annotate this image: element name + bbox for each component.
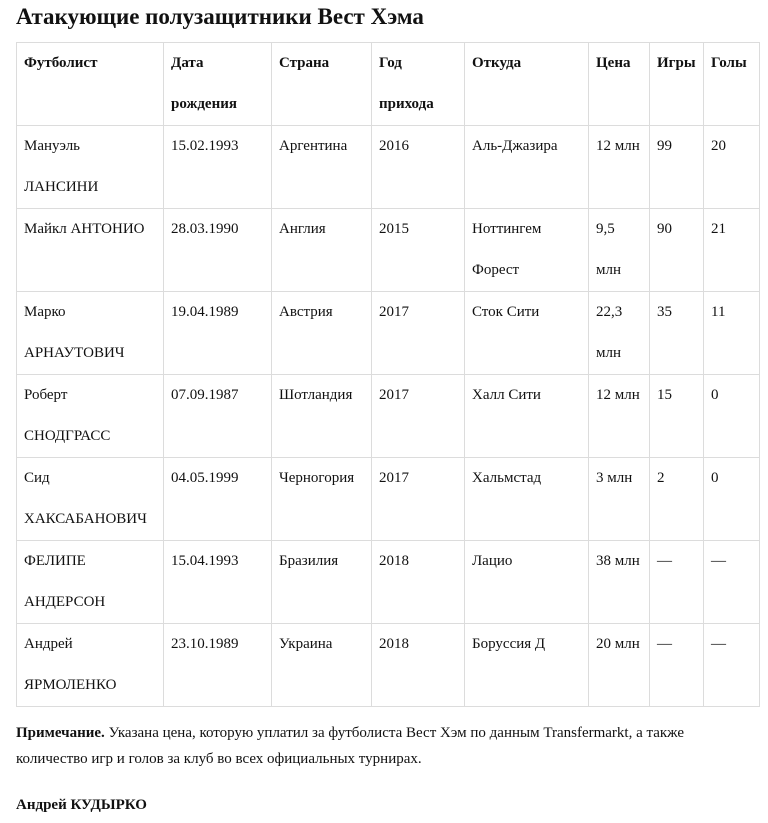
cell-games: 99: [650, 126, 704, 209]
cell-birth-date: 19.04.1989: [164, 292, 272, 375]
note-label: Примечание.: [16, 725, 105, 741]
cell-year-joined: 2018: [372, 541, 465, 624]
header-country: Страна: [272, 43, 372, 126]
author-name: Андрей КУДЫРКО: [16, 797, 147, 813]
header-player: Футболист: [17, 43, 164, 126]
cell-player: Мануэль ЛАНСИНИ: [17, 126, 164, 209]
cell-player: Марко АРНАУТОВИЧ: [17, 292, 164, 375]
cell-country: Черногория: [272, 458, 372, 541]
cell-player: ФЕЛИПЕ АНДЕРСОН: [17, 541, 164, 624]
cell-country: Австрия: [272, 292, 372, 375]
cell-player: Роберт СНОДГРАСС: [17, 375, 164, 458]
table-row: [17, 624, 760, 707]
table-row: [17, 126, 760, 209]
cell-goals: 11: [704, 292, 760, 375]
cell-price: 9,5 млн: [589, 209, 650, 292]
cell-games: —: [650, 624, 704, 707]
cell-year-joined: 2015: [372, 209, 465, 292]
cell-year-joined: 2018: [372, 624, 465, 707]
cell-year-joined: 2017: [372, 458, 465, 541]
page-title: Атакующие полузащитники Вест Хэма: [16, 4, 424, 29]
cell-country: Англия: [272, 209, 372, 292]
cell-year-joined: 2017: [372, 292, 465, 375]
note-text: Указана цена, которую уплатил за футболиста Вест Хэм по данным Transfermarkt, а также количество игр и голов за клуб во всех официальных турнирах.: [16, 725, 684, 767]
cell-games: 15: [650, 375, 704, 458]
cell-price: 22,3 млн: [589, 292, 650, 375]
cell-from-club: Халл Сити: [465, 375, 589, 458]
cell-games: 90: [650, 209, 704, 292]
cell-birth-date: 15.04.1993: [164, 541, 272, 624]
cell-country: Бразилия: [272, 541, 372, 624]
cell-goals: 21: [704, 209, 760, 292]
table-header-row: [17, 43, 760, 126]
header-birth-date: Дата рождения: [164, 43, 272, 126]
header-price: Цена: [589, 43, 650, 126]
players-table: [16, 42, 760, 707]
note-paragraph: [16, 720, 736, 772]
cell-from-club: Лацио: [465, 541, 589, 624]
cell-goals: 20: [704, 126, 760, 209]
cell-goals: 0: [704, 375, 760, 458]
table-row: [17, 375, 760, 458]
cell-from-club: Хальмстад: [465, 458, 589, 541]
header-from-club: Откуда: [465, 43, 589, 126]
header-goals: Голы: [704, 43, 760, 126]
cell-from-club: Ноттингем Форест: [465, 209, 589, 292]
header-year-joined: Год прихода: [372, 43, 465, 126]
cell-goals: —: [704, 624, 760, 707]
cell-country: Украина: [272, 624, 372, 707]
cell-price: 20 млн: [589, 624, 650, 707]
cell-from-club: Боруссия Д: [465, 624, 589, 707]
cell-player: Майкл АНТОНИО: [17, 209, 164, 292]
cell-birth-date: 07.09.1987: [164, 375, 272, 458]
cell-goals: 0: [704, 458, 760, 541]
table-row: [17, 458, 760, 541]
cell-price: 12 млн: [589, 126, 650, 209]
cell-birth-date: 23.10.1989: [164, 624, 272, 707]
cell-goals: —: [704, 541, 760, 624]
cell-country: Аргентина: [272, 126, 372, 209]
cell-from-club: Сток Сити: [465, 292, 589, 375]
cell-games: —: [650, 541, 704, 624]
cell-year-joined: 2016: [372, 126, 465, 209]
cell-player: Сид ХАКСАБАНОВИЧ: [17, 458, 164, 541]
cell-price: 38 млн: [589, 541, 650, 624]
table-row: [17, 292, 760, 375]
cell-from-club: Аль-Джазира: [465, 126, 589, 209]
cell-birth-date: 04.05.1999: [164, 458, 272, 541]
cell-games: 35: [650, 292, 704, 375]
cell-country: Шотландия: [272, 375, 372, 458]
cell-price: 12 млн: [589, 375, 650, 458]
cell-player: Андрей ЯРМОЛЕНКО: [17, 624, 164, 707]
table-row: [17, 541, 760, 624]
table-row: [17, 209, 760, 292]
cell-birth-date: 15.02.1993: [164, 126, 272, 209]
cell-games: 2: [650, 458, 704, 541]
cell-year-joined: 2017: [372, 375, 465, 458]
header-games: Игры: [650, 43, 704, 126]
cell-price: 3 млн: [589, 458, 650, 541]
cell-birth-date: 28.03.1990: [164, 209, 272, 292]
